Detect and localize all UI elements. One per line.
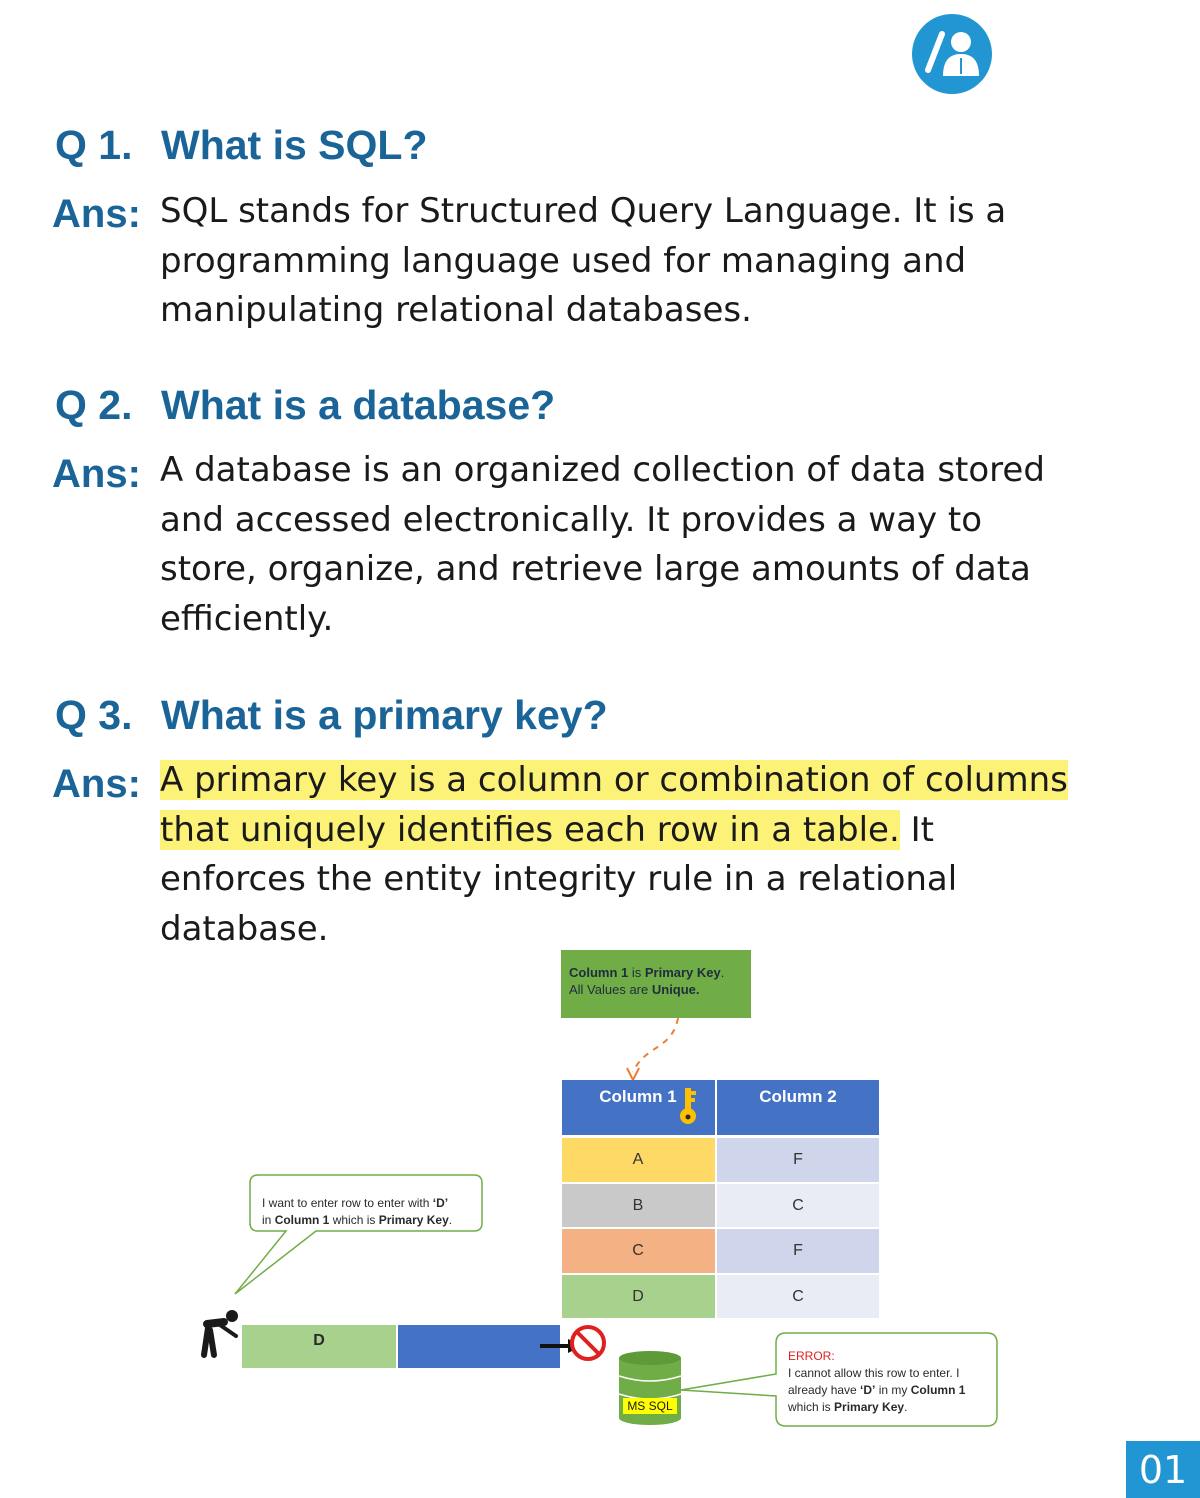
new-row-cell [398,1325,560,1368]
answer-1-text [160,187,1160,336]
highlighted-definition: A primary key is a column or combination of columns [160,760,1068,800]
error-title: ERROR: [788,1349,835,1363]
answer-3-text [160,756,1160,954]
user-speech-line-1: I want to enter row to enter with ‘D’ [262,1196,449,1210]
answer-2-label: Ans: [52,452,141,496]
answer-2-line: store, organize, and retrieve large amounts of data [160,549,1031,589]
answer-2-line: A database is an organized collection of data stored [160,450,1045,490]
table-row-value: C [792,1288,804,1306]
answer-3-line: database. [160,908,329,949]
table-row-value: C [792,1197,804,1215]
pk-note-line-2: All Values are Unique. [569,982,700,997]
page-number: 01 [1126,1441,1200,1498]
answer-1-line: programming language used for managing and [160,240,967,281]
pk-note-connector [633,1018,678,1072]
question-1-text: What is SQL? [161,122,428,168]
no-entry-icon [572,1327,604,1359]
table-row-value: F [793,1151,803,1169]
question-3-heading [55,692,608,739]
user-speech-bubble [235,1175,482,1294]
answer-1-label: Ans: [52,192,141,236]
answer-1-line: manipulating relational databases. [160,290,752,330]
question-2-number: Q 2. [55,382,133,428]
table-row-value: D [632,1288,644,1306]
answer-2-line: and accessed electronically. It provides a way to [160,499,983,540]
new-row-value: D [313,1332,325,1350]
answer-2-line: efficiently. [160,598,334,639]
user-speech-line-2: in Column 1 which is Primary Key. [262,1213,453,1227]
table-row-value: C [632,1242,644,1260]
column-2-header: Column 2 [759,1087,837,1106]
question-3-number: Q 3. [55,692,133,738]
answer-3-line [160,806,1160,856]
question-1-heading [55,122,428,169]
answer-3-line [160,756,1160,806]
error-line-2: already have ‘D’ in my Column 1 [788,1383,966,1397]
question-3-text: What is a primary key? [161,692,608,738]
answer-3-label: Ans: [52,762,141,806]
error-line-1: I cannot allow this row to enter. I [788,1366,960,1380]
table-row-value: B [632,1197,644,1215]
primary-key-diagram [190,950,1020,1440]
table-row-value: A [632,1151,644,1169]
pk-note-line-1: Column 1 is Primary Key. [569,965,725,980]
question-2-text: What is a database? [161,382,556,428]
answer-2-text [160,446,1160,644]
answer-3-line-rest: It [899,809,934,850]
error-line-3: which is Primary Key. [788,1400,908,1414]
answer-1-line: SQL stands for Structured Query Language. It is a [160,191,1007,231]
db-label: MS SQL [627,1399,673,1413]
question-2-heading [55,382,555,429]
column-1-header: Column 1 [599,1087,677,1106]
answer-3-line: enforces the entity integrity rule in a relational [160,859,958,899]
question-1-number: Q 1. [55,122,133,168]
table-row-value: F [793,1242,803,1260]
pk-note-arrowhead [627,1068,639,1080]
person-pushing-icon [204,1310,238,1355]
highlighted-definition: that uniquely identifies each row in a table. [160,809,900,850]
brand-logo-icon [912,14,992,94]
